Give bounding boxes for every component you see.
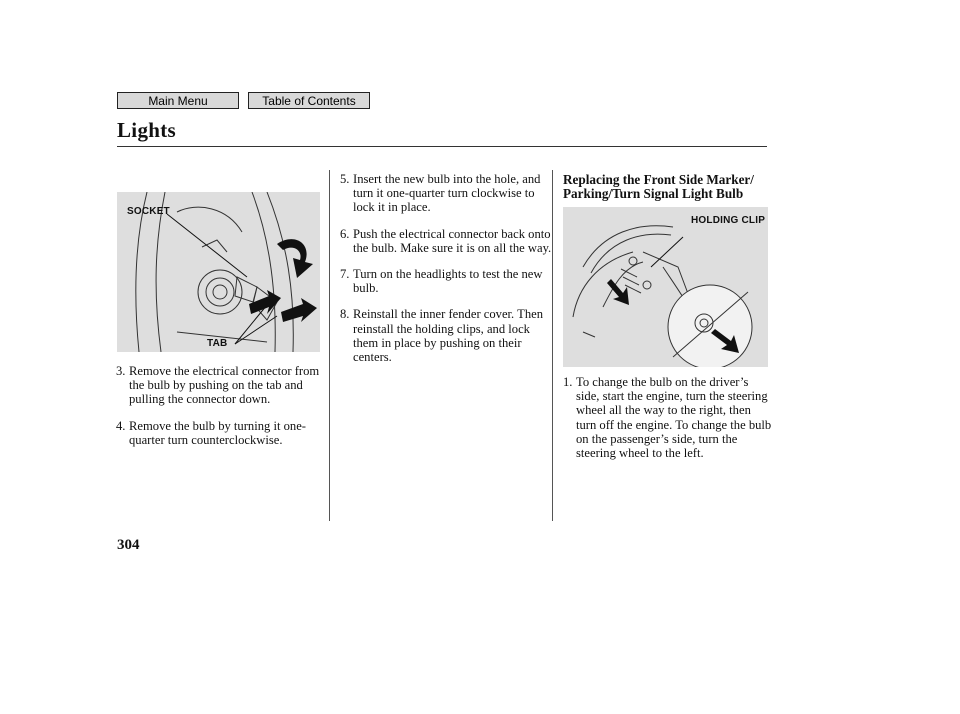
socket-illustration — [117, 192, 320, 352]
step-item — [340, 307, 552, 364]
step-number: 4. — [116, 418, 126, 433]
step-text: Push the electrical connector back onto the bulb. Make sure it is on all the way. — [353, 226, 552, 255]
socket-label: SOCKET — [127, 206, 170, 217]
section-title: Lights — [117, 118, 176, 142]
steps-right-column — [563, 375, 773, 472]
step-number: 5. — [340, 172, 350, 186]
step-item — [116, 364, 328, 407]
step-number: 3. — [116, 364, 126, 378]
step-text: Reinstall the inner fender cover. Then reinstall the holding clips, and lock them in place by pushing on their centers. — [353, 307, 544, 365]
page-number: 304 — [117, 537, 140, 553]
step-item — [340, 267, 552, 295]
holding-clip-illustration — [563, 207, 768, 367]
step-text: Turn on the headlights to test the new bulb. — [353, 267, 543, 296]
step-number: 7. — [340, 267, 350, 282]
steps-left-column — [116, 364, 328, 459]
column-divider-right — [552, 170, 553, 521]
header-divider — [117, 146, 767, 147]
step-item — [340, 172, 552, 215]
column-divider-left — [329, 170, 330, 521]
holding-clip-label: HOLDING CLIP — [691, 215, 766, 226]
step-item — [563, 375, 773, 460]
step-text: Remove the bulb by turning it one-quarter turn counterclockwise. — [129, 418, 306, 447]
step-item — [116, 419, 328, 447]
step-number: 1. — [563, 375, 573, 389]
tab-label: TAB — [207, 338, 228, 349]
step-number: 6. — [340, 226, 350, 241]
holding-clip-diagram-graphic — [563, 207, 768, 367]
steps-middle-column — [340, 172, 552, 376]
step-text: Insert the new bulb into the hole, and turn it one-quarter turn clockwise to lock it in place. — [353, 172, 541, 215]
step-number: 8. — [340, 307, 350, 322]
step-item — [340, 227, 552, 255]
step-text: To change the bulb on the driver’s side, start the engine, turn the steering wheel all the way to the right, then turn off the engine. To change the bulb on the passenger’s side, turn the steering wheel to the left. — [576, 375, 772, 461]
table-of-contents-button[interactable]: Table of Contents — [248, 92, 370, 109]
main-menu-button[interactable]: Main Menu — [117, 92, 239, 109]
section-subheading: Replacing the Front Side Marker/ Parking/Turn Signal Light Bulb — [563, 172, 754, 201]
step-text: Remove the electrical connector from the bulb by pushing on the tab and pulling the connector down. — [129, 364, 320, 407]
